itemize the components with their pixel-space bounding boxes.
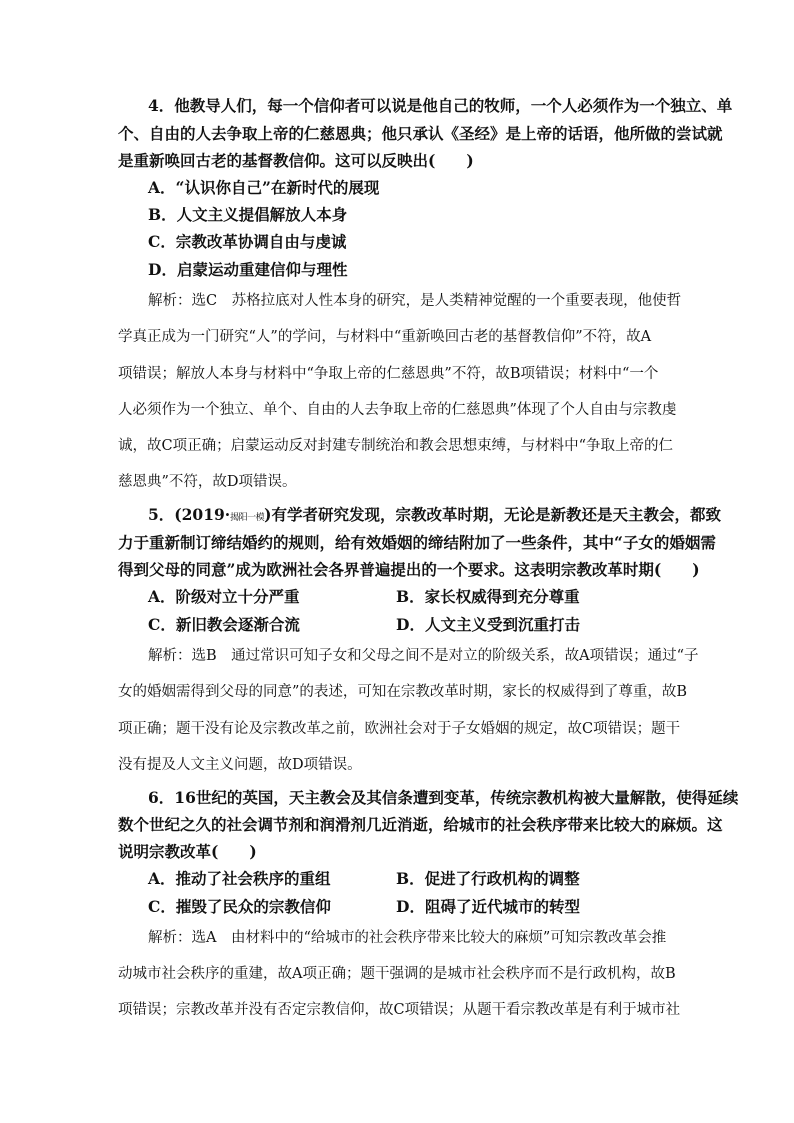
- question-6-option-d: D．阻碍了近代城市的转型: [396, 897, 580, 916]
- question-5-option-d: D．人文主义受到沉重打击: [396, 615, 580, 634]
- explanation-line: 解析：选A 由材料中的“给城市的社会秩序带来比较大的麻烦”可知宗教改革会推: [148, 930, 667, 946]
- question-5-stem-line: 得到父母的同意”成为欧洲社会各界普遍提出的一个要求。这表明宗教改革时期( ): [118, 560, 700, 579]
- question-5-option-a: A．阶级对立十分严重: [148, 587, 300, 606]
- explanation-line: 诚，故C项正确；启蒙运动反对封建专制统治和教会思想束缚，与材料中“争取上帝的仁: [118, 438, 674, 454]
- explanation-line: 学真正成为一门研究“人”的学问，与材料中“重新唤回古老的基督教信仰”不符，故A: [118, 329, 652, 345]
- question-4-stem-line: 个、自由的人去争取上帝的仁慈恩典；他只承认《圣经》是上帝的话语，他所做的尝试就: [118, 124, 723, 143]
- question-6-stem-line: 6．16世纪的英国，天主教会及其信条遭到变革，传统宗教机构被大量解散，使得延续: [148, 788, 739, 807]
- explanation-line: 人必须作为一个独立、单个、自由的人去争取上帝的仁慈恩典”体现了个人自由与宗教虔: [118, 402, 677, 418]
- question-4-option-c: C．宗教改革协调自由与虔诚: [148, 232, 347, 251]
- explanation-line: 慈恩典”不符，故D项错误。: [118, 474, 297, 490]
- question-6-option-a: A．推动了社会秩序的重组: [148, 869, 331, 888]
- question-4-option-b: B．人文主义提倡解放人本身: [148, 205, 348, 224]
- explanation-line: 没有提及人文主义问题，故D项错误。: [118, 757, 362, 773]
- question-6-stem-line: 数个世纪之久的社会调节剂和润滑剂几近消逝，给城市的社会秩序带来比较大的麻烦。这: [118, 815, 723, 834]
- explanation-line: 动城市社会秩序的重建，故A项正确；题干强调的是城市社会秩序而不是行政机构，故B: [118, 966, 676, 982]
- question-6-option-c: C．摧毁了民众的宗教信仰: [148, 897, 331, 916]
- question-5-option-b: B．家长权威得到充分尊重: [396, 587, 580, 606]
- question-5-stem-line: 力于重新制订缔结婚约的规则，给有效婚姻的缔结附加了一些条件，其中“子女的婚姻需: [118, 533, 716, 552]
- question-6-stem-line: 说明宗教改革( ): [118, 842, 257, 861]
- explanation-line: 项错误；解放人本身与材料中“争取上帝的仁慈恩典”不符，故B项错误；材料中“一个: [118, 366, 659, 382]
- question-5-option-c: C．新旧教会逐渐合流: [148, 615, 300, 634]
- question-5-stem-line: [148, 505, 721, 528]
- question-6-option-b: B．促进了行政机构的调整: [396, 869, 580, 888]
- question-4-stem-line: 是重新唤回古老的基督教信仰。这可以反映出( ): [118, 151, 474, 170]
- question-4-option-d: D．启蒙运动重建信仰与理性: [148, 260, 348, 279]
- question-5-source: 揭阳一模: [230, 513, 265, 523]
- question-5-number: 5．(2019·: [148, 505, 231, 524]
- question-4-option-a: A．“认识你自己”在新时代的展现: [148, 178, 380, 197]
- explanation-line: 项正确；题干没有论及宗教改革之前，欧洲社会对于子女婚姻的规定，故C项错误；题干: [118, 721, 681, 737]
- explanation-line: 项错误；宗教改革并没有否定宗教信仰，故C项错误；从题干看宗教改革是有利于城市社: [118, 1002, 681, 1018]
- explanation-line: 解析：选B 通过常识可知子女和父母之间不是对立的阶级关系，故A项错误；通过“子: [148, 648, 699, 664]
- question-5-stem-text: )有学者研究发现，宗教改革时期，无论是新教还是天主教会，都致: [264, 505, 722, 524]
- explanation-line: 女的婚姻需得到父母的同意”的表述，可知在宗教改革时期，家长的权威得到了尊重，故B: [118, 684, 688, 700]
- question-4-stem-line: 4．他教导人们，每一个信仰者可以说是他自己的牧师，一个人必须作为一个独立、单: [148, 96, 733, 115]
- explanation-line: 解析：选C 苏格拉底对人性本身的研究，是人类精神觉醒的一个重要表现，他使哲: [148, 293, 682, 309]
